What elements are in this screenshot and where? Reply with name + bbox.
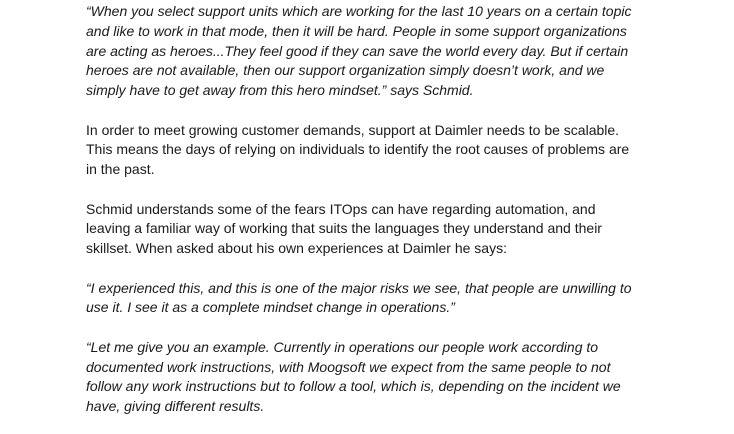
text-line: and like to work in that mode, then it will be hard. People in some support organizations	[86, 22, 627, 39]
text-line: documented work instructions, with Moogsoft we expect from the same people to not	[86, 358, 611, 375]
quote-paragraph-example	[86, 338, 686, 417]
text-line: use it. I see it as a complete mindset change in operations.”	[86, 299, 455, 316]
text-line: “Let me give you an example. Currently in operations our people work according to	[86, 338, 599, 355]
text-line: leaving a familiar way of working that suits the languages they understand and their	[86, 220, 602, 237]
paragraph-gap	[86, 259, 686, 279]
text-line: have, giving different results.	[86, 398, 265, 415]
paragraph-gap	[86, 318, 686, 338]
text-line: simply have to get away from this hero mindset.” says Schmid.	[86, 82, 474, 99]
text-line: in the past.	[86, 161, 155, 178]
paragraph-gap	[86, 180, 686, 200]
paragraph-automation-fears	[86, 200, 686, 259]
text-line: “I experienced this, and this is one of the major risks we see, that people are unwilling to	[86, 279, 632, 296]
text-line: follow any work instructions but to follow a tool, which is, depending on the incident we	[86, 378, 621, 395]
quote-paragraph-mindset-change	[86, 279, 686, 319]
text-line: “When you select support units which are working for the last 10 years on a certain topic	[86, 3, 632, 19]
quote-paragraph-hero-mindset	[86, 2, 686, 101]
text-line: are acting as heroes...They feel good if they can save the world every day. But if certain	[86, 42, 629, 59]
text-line: skillset. When asked about his own experiences at Daimler he says:	[86, 240, 507, 257]
document-body	[86, 2, 686, 417]
text-line: In order to meet growing customer demands, support at Daimler needs to be scalable.	[86, 121, 620, 138]
paragraph-gap	[86, 101, 686, 121]
text-line: This means the days of relying on individuals to identify the root causes of problems are	[86, 141, 630, 158]
text-line: Schmid understands some of the fears ITOps can have regarding automation, and	[86, 200, 596, 217]
text-line: heroes are not available, then our support organization simply doesn’t work, and we	[86, 62, 605, 79]
paragraph-scalability	[86, 121, 686, 180]
